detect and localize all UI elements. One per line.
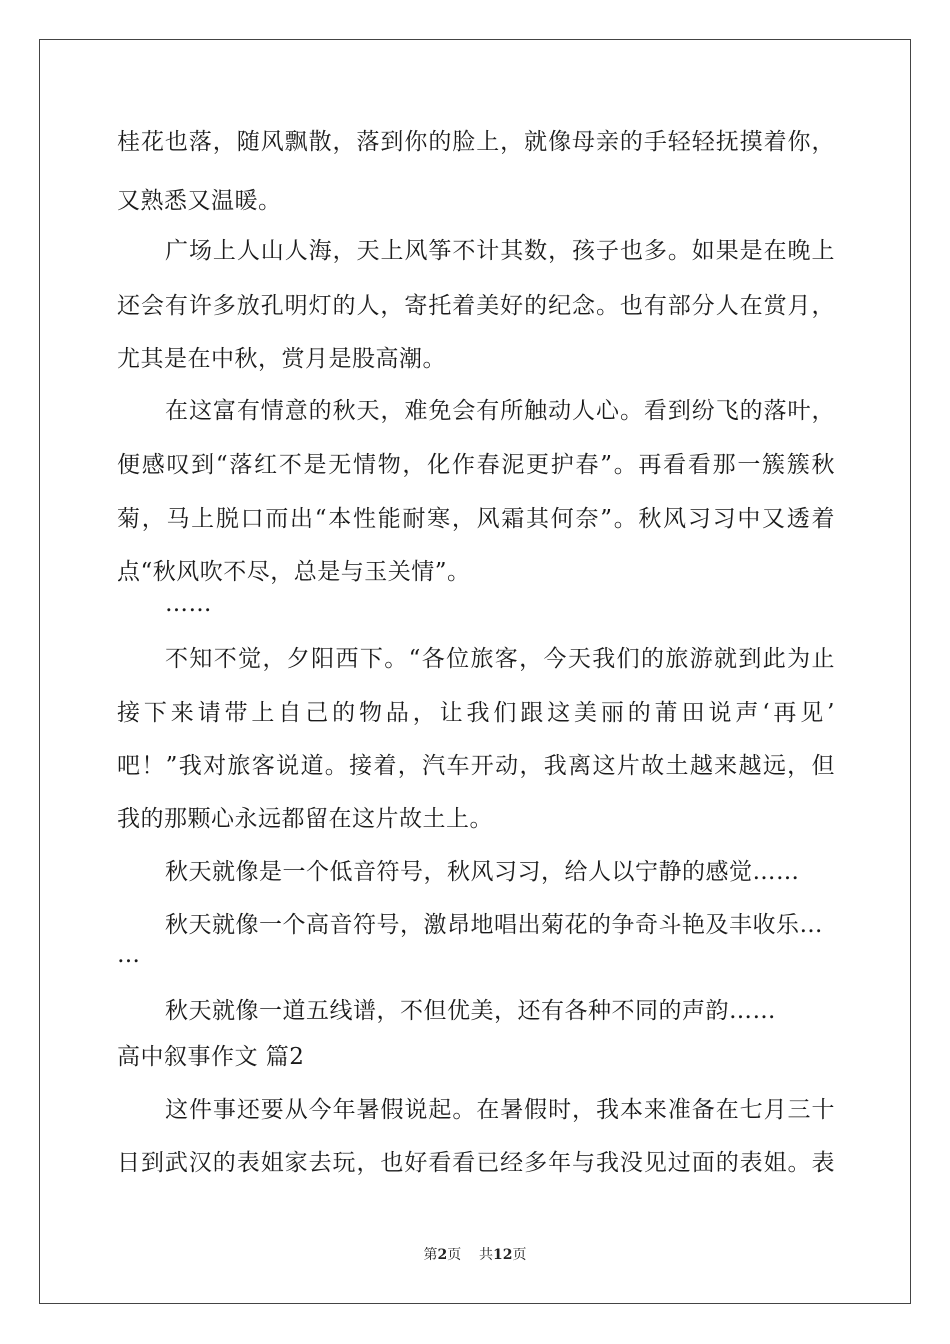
text-line: 便感叹到“落红不是无情物，化作春泥更护春”。再看看那一簇簇秋: [117, 452, 835, 478]
text-line: 我的那颗心永远都留在这片故土上。: [117, 806, 493, 832]
ellipsis-line: ……: [165, 591, 212, 617]
text-line: 秋天就像一道五线谱，不但优美，还有各种不同的声韵……: [165, 998, 776, 1024]
text-line: 这件事还要从今年暑假说起。在暑假时，我本来准备在七月三十: [165, 1097, 835, 1123]
text-line: 吧！”我对旅客说道。接着，汽车开动，我离这片故土越来越远，但: [117, 753, 835, 779]
total-prefix: 共: [479, 1247, 494, 1263]
text-line: 还会有许多放孔明灯的人，寄托着美好的纪念。也有部分人在赏月，: [117, 293, 835, 319]
total-pages: 12: [493, 1247, 513, 1263]
text-line: 桂花也落，随风飘散，落到你的脸上，就像母亲的手轻轻抚摸着你，: [117, 129, 835, 155]
text-line: 菊，马上脱口而出“本性能耐寒，风霜其何奈”。秋风习习中又透着: [117, 506, 835, 532]
text-line: 在这富有情意的秋天，难免会有所触动人心。看到纷飞的落叶，: [165, 398, 835, 424]
text-line: 秋天就像是一个低音符号，秋风习习，给人以宁静的感觉……: [165, 859, 800, 885]
text-line: 日到武汉的表姐家去玩，也好看看已经多年与我没见过面的表姐。表: [117, 1150, 835, 1176]
page-suffix: 页: [447, 1247, 462, 1263]
section-heading: 高中叙事作文 篇2: [117, 1044, 305, 1070]
text-line: 点“秋风吹不尽，总是与玉关情”。: [117, 559, 471, 585]
text-line: 不知不觉，夕阳西下。“各位旅客，今天我们的旅游就到此为止: [165, 646, 835, 672]
text-line: 广场上人山人海，天上风筝不计其数，孩子也多。如果是在晚上: [165, 238, 835, 264]
text-line: 又熟悉又温暖。: [117, 188, 282, 214]
page-footer: [0, 1246, 950, 1264]
text-line: …: [117, 942, 141, 968]
text-line: 接下来请带上自己的物品，让我们跟这美丽的莆田说声‘再见’: [117, 700, 835, 726]
text-line: 秋天就像一个高音符号，激昂地唱出菊花的争奇斗艳及丰收乐…: [165, 912, 823, 938]
total-suffix: 页: [512, 1247, 527, 1263]
page-prefix: 第: [423, 1247, 438, 1263]
page-number: 2: [437, 1247, 448, 1263]
text-line: 尤其是在中秋，赏月是股高潮。: [117, 346, 446, 372]
